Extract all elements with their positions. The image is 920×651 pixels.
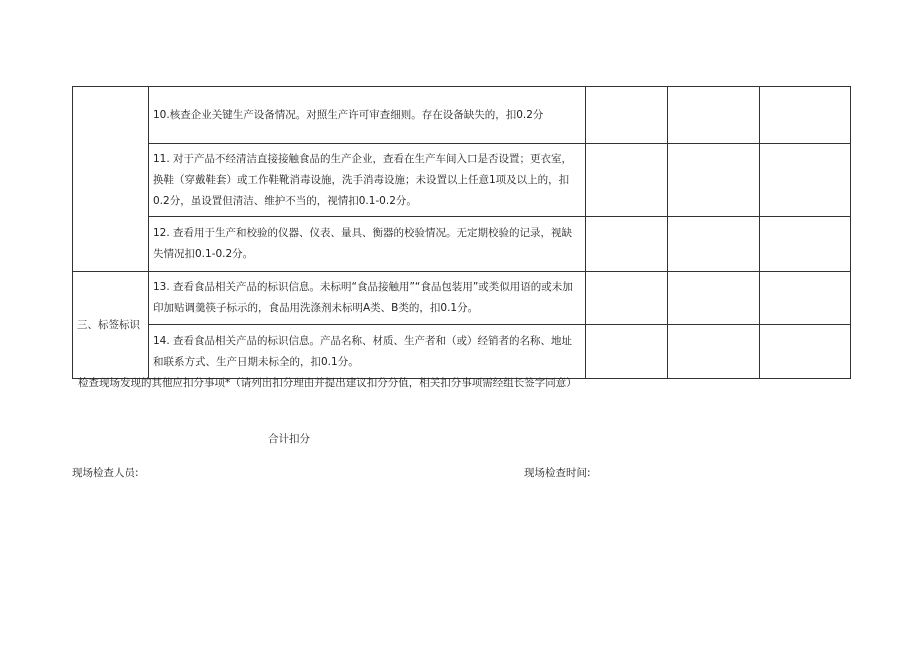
score-cell[interactable] (760, 217, 851, 272)
table-row (73, 272, 851, 325)
table-row (73, 144, 851, 217)
category-label: 三、标签标识 (73, 272, 149, 379)
item-cell: 14. 查看食品相关产品的标识信息。产品名称、材质、生产者和（或）经销者的名称、地址和联系方式、生产日期未标全的，扣0.1分。 (149, 325, 586, 379)
score-cell[interactable] (586, 217, 668, 272)
inspection-time-label: 现场检查时间: (524, 467, 591, 479)
item-cell: 10.核查企业关键生产设备情况。对照生产许可审查细则。存在设备缺失的，扣0.2分 (149, 87, 586, 144)
table-row (73, 217, 851, 272)
score-cell[interactable] (760, 144, 851, 217)
item-cell: 13. 查看食品相关产品的标识信息。未标明“食品接触用”“食品包装用”或类似用语的或未加印加贴调羹筷子标示的，食品用洗涤剂未标明A类、B类的，扣0.1分。 (149, 272, 586, 325)
inspector-label: 现场检查人员: (72, 467, 139, 479)
score-cell[interactable] (668, 272, 760, 325)
total-deduction-label: 合计扣分 (268, 433, 310, 445)
other-deductions-note: 检查现场发现的其他应扣分事项*（请列出扣分理由并提出建议扣分分值，相关扣分事项需经组长签字同意） (78, 377, 577, 389)
item-cell: 12. 查看用于生产和校验的仪器、仪表、量具、衡器的校验情况。无定期校验的记录，视缺失情况扣0.1-0.2分。 (149, 217, 586, 272)
item-cell: 11. 对于产品不经清洁直接接触食品的生产企业，查看在生产车间入口是否设置；更衣室，换鞋（穿戴鞋套）或工作鞋靴消毒设施，洗手消毒设施；未设置以上任意1项及以上的，扣0.2分，虽设置但清洁、维护不当的，视情扣0.1-0.2分。 (149, 144, 586, 217)
score-cell[interactable] (760, 272, 851, 325)
score-cell[interactable] (760, 325, 851, 379)
score-cell[interactable] (668, 217, 760, 272)
score-cell[interactable] (586, 325, 668, 379)
score-cell[interactable] (586, 272, 668, 325)
score-cell[interactable] (668, 325, 760, 379)
table-row (73, 325, 851, 379)
table-row (73, 87, 851, 144)
score-cell[interactable] (586, 87, 668, 144)
score-cell[interactable] (760, 87, 851, 144)
score-cell[interactable] (668, 87, 760, 144)
category-cell (73, 87, 149, 272)
score-cell[interactable] (586, 144, 668, 217)
inspection-table (72, 86, 851, 379)
score-cell[interactable] (668, 144, 760, 217)
